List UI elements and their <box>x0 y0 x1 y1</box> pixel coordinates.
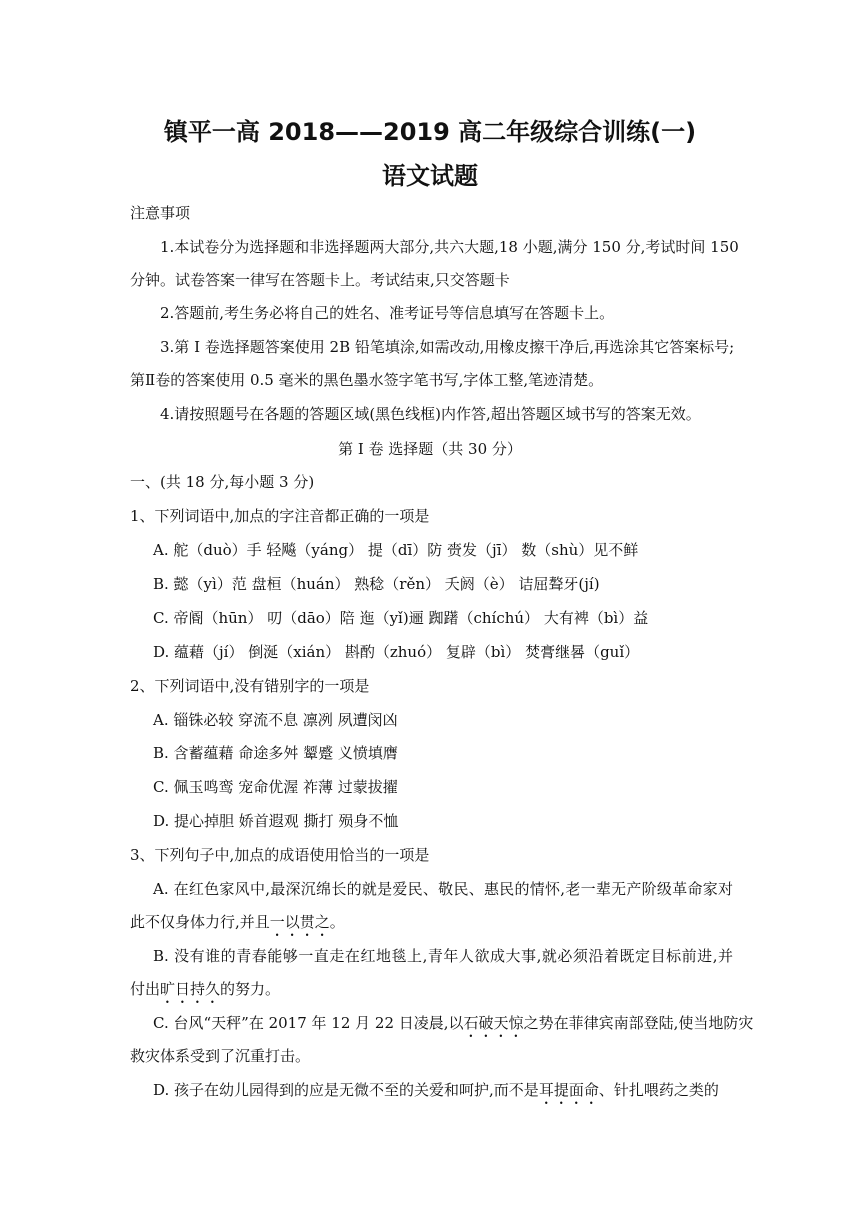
question-1-option-d: D. 蕴藉（jí） 倒涎（xián） 斟酌（zhuó） 复辟（bì） 焚膏继晷（guǐ） <box>153 643 640 661</box>
dotted-idiom: 石破天惊 <box>463 1014 524 1032</box>
question-1-stem: 1、下列词语中,加点的字注音都正确的一项是 <box>130 507 430 525</box>
question-1-option-b: B. 懿（yì）范 盘桓（huán） 熟稔（rěn） 夭阏（è） 诘屈聱牙(jí) <box>153 575 600 593</box>
dotted-idiom: 旷日持久 <box>160 980 221 998</box>
text-segment: D. 孩子在幼儿园得到的应是无微不至的关爱和呵护,而不是 <box>153 1081 539 1099</box>
question-3-option-a-line-1: A. 在红色家风中,最深沉绵长的就是爱民、敬民、惠民的情怀,老一辈无产阶级革命家对 <box>153 880 733 898</box>
notice-item-3-line-2: 第Ⅱ卷的答案使用 0.5 毫米的黑色墨水签字笔书写,字体工整,笔迹清楚。 <box>130 371 604 389</box>
question-3-stem: 3、下列句子中,加点的成语使用恰当的一项是 <box>130 846 430 864</box>
question-2-stem: 2、下列词语中,没有错别字的一项是 <box>130 677 370 695</box>
text-segment: 、针扎喂药之类的 <box>598 1081 719 1099</box>
notice-heading: 注意事项 <box>130 204 191 222</box>
text-segment: 此不仅身体力行,并且 <box>130 913 270 931</box>
section-title: 第 I 卷 选择题（共 30 分） <box>338 440 522 458</box>
question-3-option-c-line-1 <box>153 1013 754 1041</box>
question-3-option-b-line-1: B. 没有谁的青春能够一直走在红地毯上,青年人欲成大事,就必须沿着既定目标前进,并 <box>153 947 733 965</box>
question-2-option-d: D. 提心掉胆 娇首遐观 撕打 殒身不恤 <box>153 812 399 830</box>
question-3-option-a-line-2 <box>130 912 730 940</box>
question-3-option-c-line-2: 救灾体系受到了沉重打击。 <box>130 1047 311 1065</box>
notice-item-3-line-1: 3.第 I 卷选择题答案使用 2B 铅笔填涂,如需改动,用橡皮擦干净后,再选涂其它答案标号; <box>160 338 735 356</box>
dotted-idiom: 耳提面命 <box>538 1081 599 1099</box>
part-heading: 一、(共 18 分,每小题 3 分) <box>130 473 315 491</box>
exam-subtitle: 语文试题 <box>382 162 478 190</box>
notice-item-1-line-2: 分钟。试卷答案一律写在答题卡上。考试结束,只交答题卡 <box>130 271 510 289</box>
notice-item-2: 2.答题前,考生务必将自己的姓名、准考证号等信息填写在答题卡上。 <box>160 304 615 322</box>
exam-title: 镇平一高 2018——2019 高二年级综合训练(一) <box>163 118 697 146</box>
text-segment: 之势在菲律宾南部登陆,使当地防灾 <box>523 1014 754 1032</box>
text-segment: 。 <box>329 913 345 931</box>
text-segment: 的努力。 <box>220 980 281 998</box>
text-segment: 付出 <box>130 980 161 998</box>
question-1-option-a: A. 舵（duò）手 轻飚（yáng） 提（dī）防 赍发（jī） 数（shù）见不鲜 <box>153 541 639 559</box>
question-3-option-d-line-1 <box>153 1080 733 1108</box>
question-2-option-c: C. 佩玉鸣鸾 宠命优渥 祚薄 过蒙拔擢 <box>153 778 398 796</box>
notice-item-4: 4.请按照题号在各题的答题区域(黑色线框)内作答,超出答题区域书写的答案无效。 <box>160 405 701 423</box>
question-2-option-a: A. 锱铢必较 穿流不息 凛冽 夙遭闵凶 <box>153 711 398 729</box>
dotted-idiom: 一以贯之 <box>269 913 330 931</box>
question-1-option-c: C. 帝阍（hūn） 叨（dāo）陪 迤（yǐ)逦 踟躇（chíchú） 大有裨（bì）益 <box>153 609 649 627</box>
text-segment: C. 台风“天秤”在 2017 年 12 月 22 日凌晨,以 <box>153 1014 464 1032</box>
question-2-option-b: B. 含蓄蕴藉 命途多舛 颦蹙 义愤填膺 <box>153 744 398 762</box>
question-3-option-b-line-2 <box>130 979 730 1007</box>
notice-item-1-line-1: 1.本试卷分为选择题和非选择题两大部分,共六大题,18 小题,满分 150 分,考试时间 150 <box>160 238 739 256</box>
